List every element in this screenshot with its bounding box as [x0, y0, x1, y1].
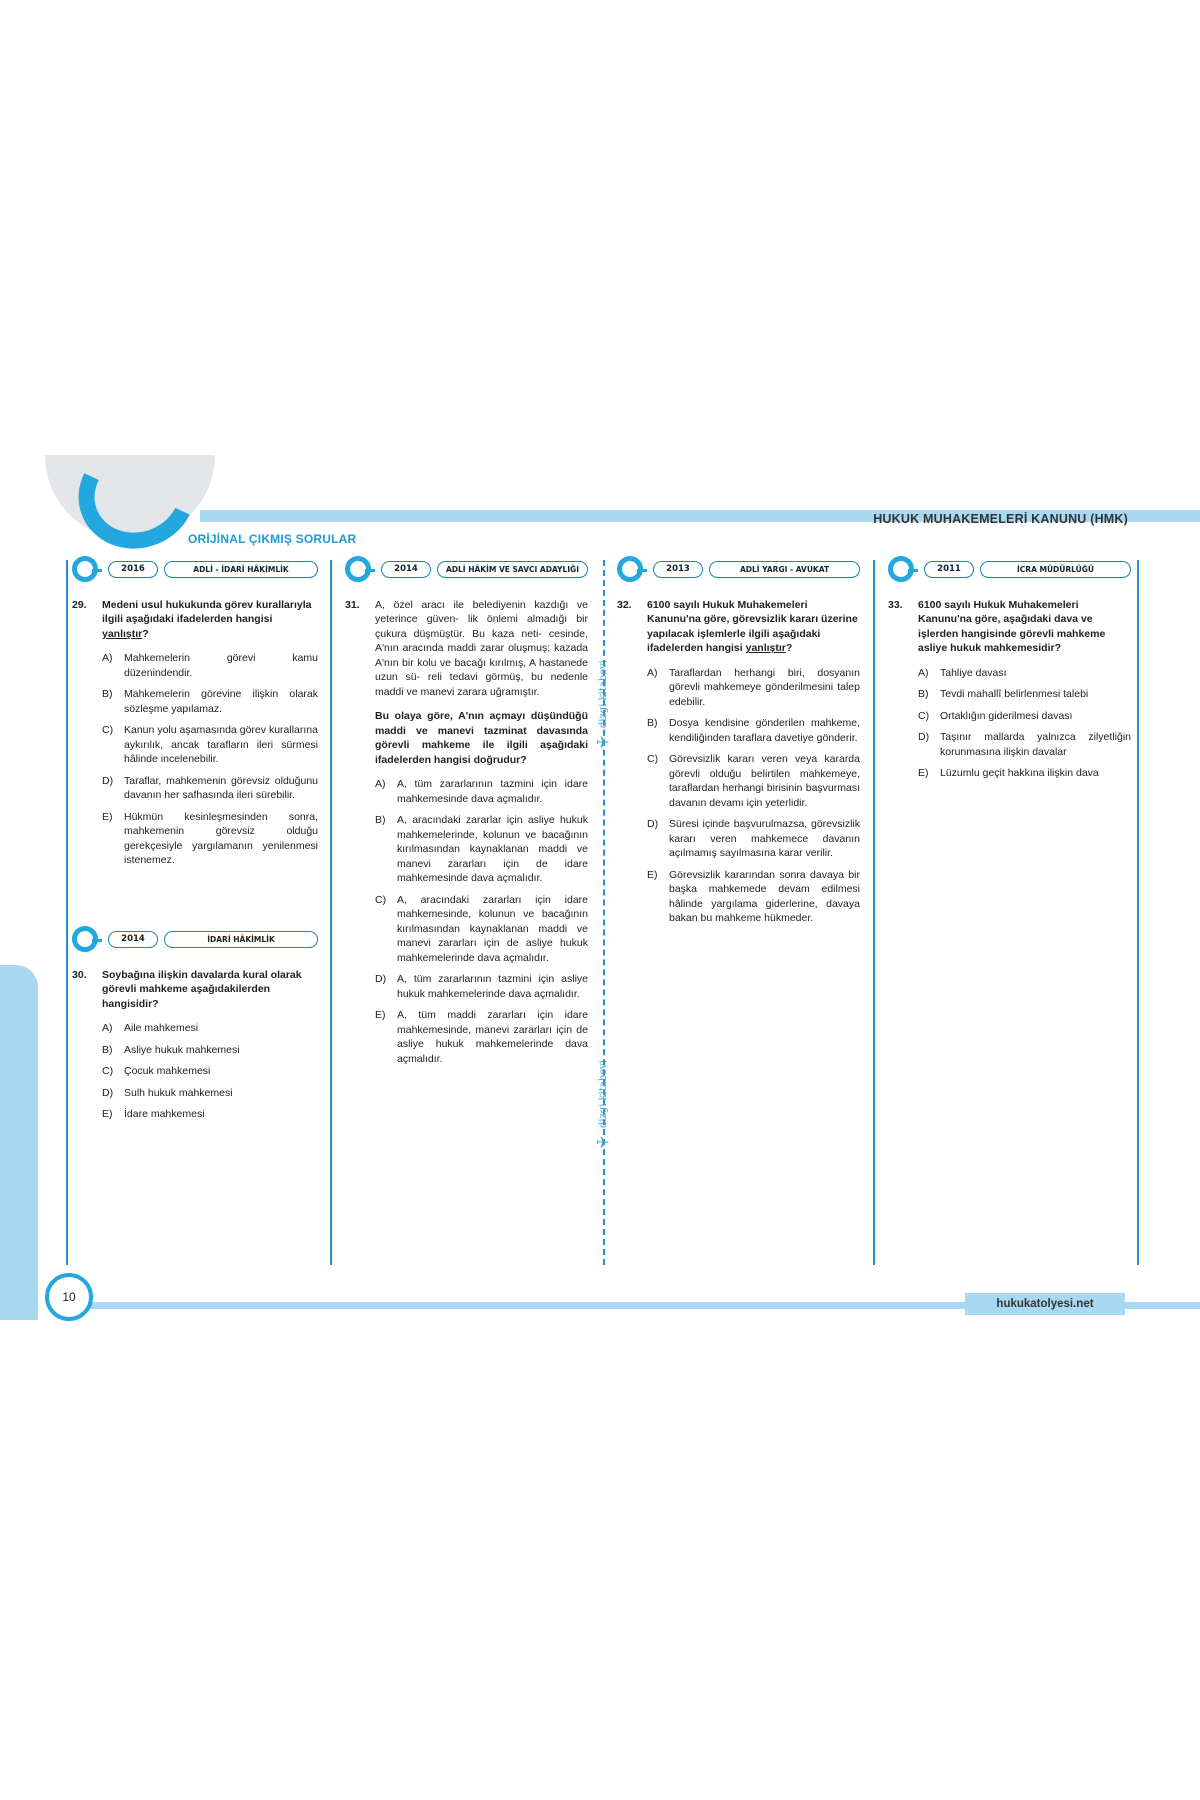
book-title: HUKUK MUHAKEMELERİ KANUNU (HMK)	[873, 512, 1128, 526]
column-divider	[66, 560, 68, 1265]
option: A) Aile mahkemesi	[102, 1022, 199, 1035]
question-stem: 31. A, özel aracı ile belediyenin kazdığı ve yeterince güven- lik önlemi almadığı bir çukura düşmüştür. Bu kaza neti- cesinde, A'nın aracında maddi zarar oluşmuş; kazada A'nın bir kolu ve bacağı kırılmış, A hastanede uzun sü- reli tedavi görmüş, bu nedenle maddi ve manevi zarara uğramıştır.	[345, 599, 588, 698]
question-number: 30.	[72, 969, 87, 981]
series-label: ORİJİNAL ÇIKMIŞ SORULAR	[188, 532, 357, 546]
option: A) Mahkemelerin görevi kamu düzenindendir.	[102, 652, 318, 679]
column-divider	[330, 560, 332, 1265]
option: B) Mahkemelerin görevine ilişkin olarak sözleşme yapılamaz.	[102, 688, 318, 715]
exam-year: 2014	[108, 931, 158, 948]
option: E) A, tüm maddi zararları için idare mahkemesinde, manevi zararları için de asliye hukuk mahkemelerinde dava açmalıdır.	[375, 1009, 588, 1065]
option: B) Dosya kendisine gönderilen mahkeme, kendiliğinden taraflara davetiye gönderir.	[647, 717, 860, 744]
exam-year: 2016	[108, 561, 158, 578]
column-4	[888, 556, 1131, 788]
question-badge-icon	[72, 926, 98, 952]
emphasis: doğrudur	[473, 753, 521, 766]
option: C) Kanun yolu aşamasında görev kurallarına aykırılık, ancak tarafların ileri sürmesi hâlinde incelenebilir.	[102, 724, 318, 766]
question-text: 30. Soybağına ilişkin davalarda kural olarak görevli mahkeme aşağıdakilerden hangisidir?	[72, 969, 302, 1010]
question-number: 33.	[888, 599, 903, 611]
question-badge-icon	[888, 556, 914, 582]
exam-tag	[72, 556, 318, 582]
exam-name: ADLİ - İDARİ HÂKİMLİK	[164, 561, 318, 578]
page-number: 10	[45, 1273, 93, 1321]
column-1-lower	[72, 926, 318, 1129]
column-2	[345, 556, 588, 1073]
option: E) İdare mahkemesi	[102, 1108, 205, 1121]
option: E) Görevsizlik kararından sonra davaya bir başka mahkemede devam edilmesi hâlinde yargılama giderlerine, davaya bakan bu mahkeme hükmeder.	[647, 868, 860, 925]
option: D) A, tüm zararlarının tazmini için asliye hukuk mahkemelerinde dava açmalıdır.	[375, 973, 588, 1000]
exam-year: 2011	[924, 561, 974, 578]
exam-tag	[345, 556, 588, 582]
exam-name: İCRA MÜDÜRLÜĞÜ	[980, 561, 1131, 578]
option: C) Çocuk mahkemesi	[102, 1065, 211, 1078]
website-label: hukukatolyesi.net	[965, 1293, 1125, 1315]
exam-year: 2014	[381, 561, 431, 578]
exam-name: ADLİ YARGI - AVUKAT	[709, 561, 860, 578]
question-badge-icon	[617, 556, 643, 582]
option: C) A, aracındaki zararları için idare mahkemesinde, kolunun ve bacağının kırılmasından kaynaklanan maddi ve manevi zararları için de asliye hukuk mahkemelerinde dava açmalıdır.	[375, 893, 588, 964]
option: B) Tevdi mahallî belirlenmesi talebi	[918, 688, 1089, 701]
column-3	[617, 556, 860, 933]
exam-name: ADLİ HÂKİM VE SAVCI ADAYLIĞI	[437, 561, 588, 578]
emphasis: yanlıştır	[745, 642, 786, 655]
question-number: 29.	[72, 599, 87, 611]
option: C) Görevsizlik kararı veren veya kararda görevli olduğu belirtilen mahkemeye, taraflardan herhangi birisinin başvurması davanın devamı için yeterlidir.	[647, 753, 860, 809]
question-text: 33. 6100 sayılı Hukuk Muhakemeleri Kanunu'na göre, aşağıdaki dava ve işlerden hangisinde görevli mahkeme asliye hukuk mahkemesidir?	[888, 599, 1106, 655]
exam-tag	[888, 556, 1131, 582]
side-tab	[0, 965, 38, 1320]
publisher-mark: dizgi kitabevi	[598, 660, 609, 729]
option: D) Taraflar, mahkemenin görevsiz olduğunu davanın her safhasında ileri sürebilir.	[102, 774, 318, 802]
question-text: 32. 6100 sayılı Hukuk Muhakemeleri Kanunu'na göre, görevsizlik kararı üzerine yapılacak işlemlerle ilgili aşağıdaki ifadelerden hangisi yanlıştır?	[617, 599, 858, 655]
publisher-mark: dizgi kitabevi	[598, 1060, 609, 1129]
column-divider	[1137, 560, 1139, 1265]
exam-name: İDARİ HÂKİMLİK	[164, 931, 318, 948]
option: B) A, aracındaki zararlar için asliye hukuk mahkemelerinde, kolunun ve bacağının kırılmasından kaynaklanan maddi ve manevi zararları için de idare mahkemesinde dava açmalıdır.	[375, 814, 588, 885]
exam-tag	[72, 926, 318, 952]
emphasis: yanlıştır	[102, 627, 143, 640]
column-1	[72, 556, 318, 875]
publisher-logo-icon: ✈	[596, 735, 610, 752]
option: D) Taşınır mallarda yalnızca zilyetliğin korunmasına ilişkin davalar	[918, 731, 1131, 758]
option: E) Lüzumlu geçit hakkına ilişkin dava	[918, 767, 1099, 780]
column-divider	[873, 560, 875, 1265]
question-badge-icon	[72, 556, 98, 582]
question-number: 31.	[345, 599, 360, 611]
option: D) Süresi içinde başvurulmazsa, görevsizlik kararı veren mahkemece davanın açılmamış sayılmasına karar verilir.	[647, 818, 860, 860]
option: C) Ortaklığın giderilmesi davası	[918, 709, 1073, 722]
publisher-logo-icon: ✈	[596, 1135, 610, 1152]
question-badge-icon	[345, 556, 371, 582]
option: E) Hükmün kesinleşmesinden sonra, mahkemenin görevsiz olduğu gerekçesiyle yargılamanın yenilenmesi istenemez.	[102, 810, 318, 867]
question-number: 32.	[617, 599, 632, 611]
option: A) Tahliye davası	[918, 666, 1007, 679]
option: A) A, tüm zararlarının tazmini için idare mahkemesinde dava açmalıdır.	[375, 778, 588, 805]
exam-year: 2013	[653, 561, 703, 578]
question-text: Bu olaya göre, A'nın açmayı düşündüğü maddi ve manevi tazminat davasında görevli mahkeme ile ilgili aşağıdaki ifadelerden hangisi doğrudur?	[375, 710, 588, 766]
option: D) Sulh hukuk mahkemesi	[102, 1086, 233, 1099]
option: B) Asliye hukuk mahkemesi	[102, 1043, 240, 1056]
option: A) Taraflardan herhangi biri, dosyanın görevli mahkemeye gönderilmesini talep edebilir.	[647, 666, 860, 708]
question-text: 29. Medeni usul hukukunda görev kurallarıyla ilgili aşağıdaki ifadelerden hangisi yanlıştır?	[72, 599, 312, 640]
exam-tag	[617, 556, 860, 582]
